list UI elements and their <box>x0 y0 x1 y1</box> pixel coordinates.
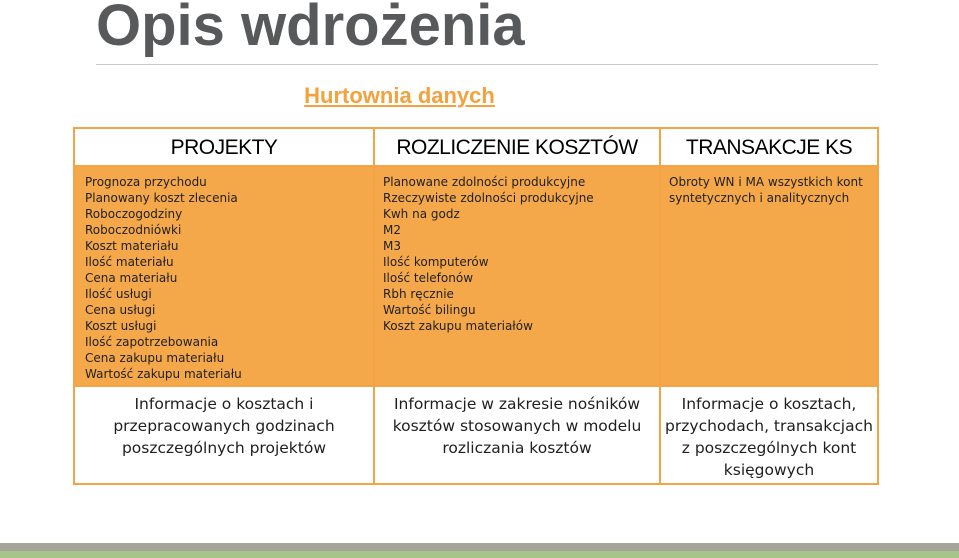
list-item: Roboczogodziny <box>85 207 183 221</box>
column-header: TRANSAKCJE KS <box>661 129 877 165</box>
list-item: Koszt zakupu materiałów <box>383 319 533 333</box>
column-header: ROZLICZENIE KOSZTÓW <box>375 129 659 165</box>
list-item: Ilość usługi <box>85 287 152 301</box>
footer-bar-green <box>0 551 959 558</box>
list-item: Cena zakupu materiału <box>85 351 225 365</box>
column-summary <box>75 387 373 483</box>
column-body <box>75 167 373 385</box>
list-item: Cena usługi <box>85 303 156 317</box>
list-item: Wartość bilingu <box>383 303 476 317</box>
list-item: Wartość zakupu materiału <box>85 367 242 381</box>
list-item: Koszt usługi <box>85 319 157 333</box>
field-list <box>669 174 869 206</box>
list-item: Planowany koszt zlecenia <box>85 191 238 205</box>
list-item: M3 <box>383 239 401 253</box>
field-list <box>85 174 242 382</box>
column-summary <box>375 387 659 483</box>
column-body <box>375 167 659 385</box>
title-divider <box>96 64 878 65</box>
summary-text: Informacje o kosztach i przepracowanych godzinach poszczególnych projektów <box>113 395 335 457</box>
summary-text: Informacje o kosztach, przychodach, transakcjach z poszczególnych kont księgowych <box>665 395 873 479</box>
list-item: Koszt materiału <box>85 239 179 253</box>
column-header: PROJEKTY <box>75 129 373 165</box>
slide-title: Opis wdrożenia <box>96 0 525 58</box>
list-item: Planowane zdolności produkcyjne <box>383 175 586 189</box>
field-list <box>383 174 594 334</box>
list-item: Ilość telefonów <box>383 271 474 285</box>
list-item: Roboczodniówki <box>85 223 182 237</box>
list-item: Prognoza przychodu <box>85 175 207 189</box>
slide-subtitle: Hurtownia danych <box>304 83 495 108</box>
list-item: M2 <box>383 223 401 237</box>
footer-bar-gray <box>0 543 959 551</box>
list-item: Ilość komputerów <box>383 255 489 269</box>
column-summary <box>661 387 877 483</box>
summary-text: Informacje w zakresie nośników kosztów stosowanych w modelu rozliczania kosztów <box>392 395 642 457</box>
list-item: Rbh ręcznie <box>383 287 454 301</box>
list-item: Obroty WN i MA wszystkich kont syntetycznych i analitycznych <box>669 175 863 205</box>
data-warehouse-table <box>73 127 879 485</box>
list-item: Kwh na godz <box>383 207 460 221</box>
list-item: Cena materiału <box>85 271 178 285</box>
list-item: Rzeczywiste zdolności produkcyjne <box>383 191 594 205</box>
column-body <box>661 167 877 385</box>
list-item: Ilość materiału <box>85 255 174 269</box>
list-item: Ilość zapotrzebowania <box>85 335 219 349</box>
